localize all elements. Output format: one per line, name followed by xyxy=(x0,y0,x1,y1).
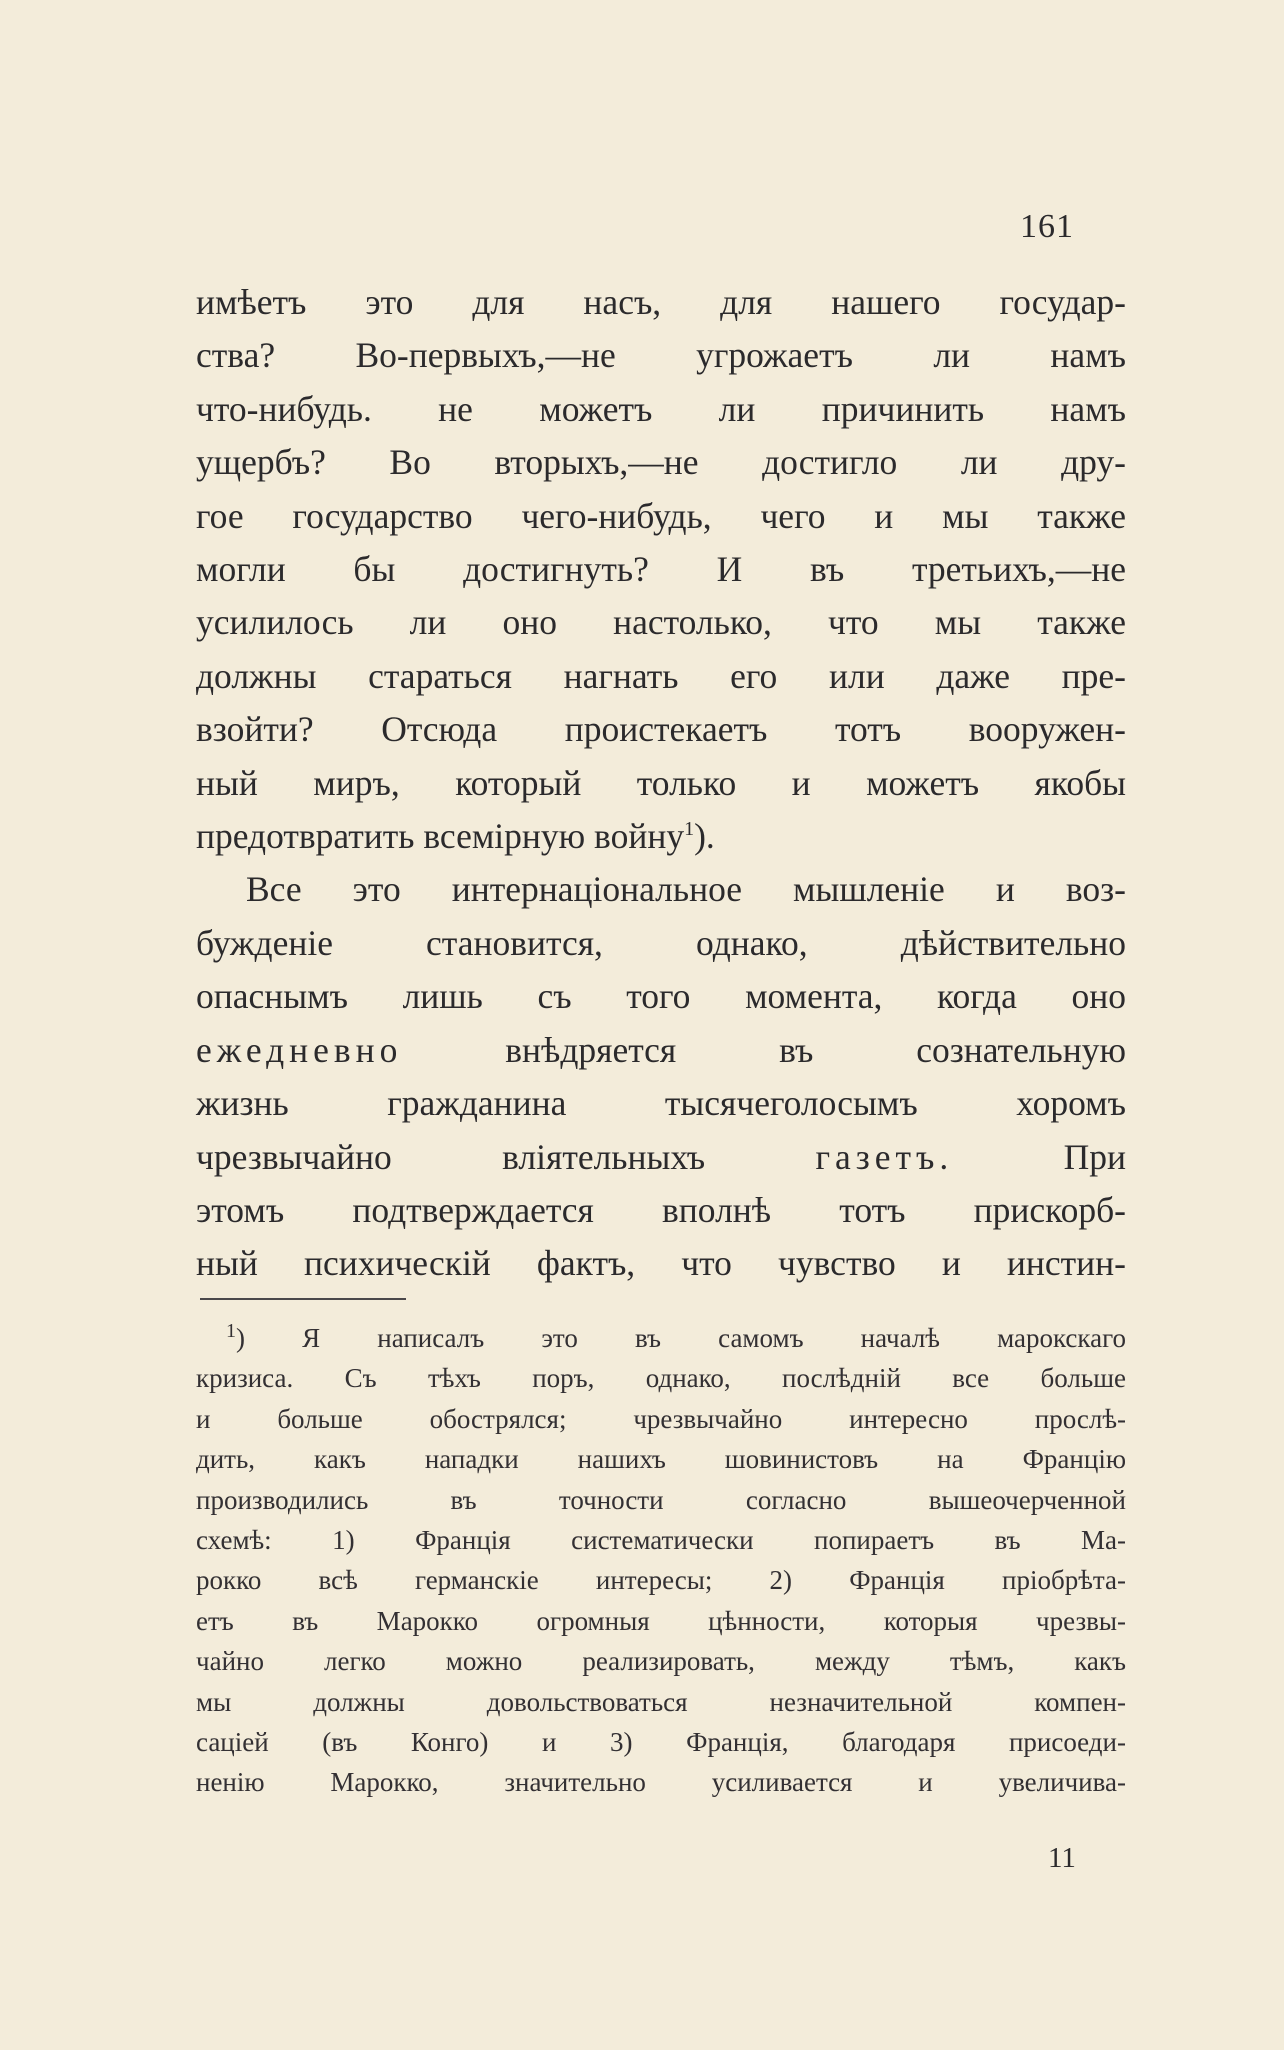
main-text xyxy=(196,276,1126,1291)
emphasized-word: ежедневно xyxy=(196,1029,403,1070)
text-segment: ). xyxy=(694,816,715,857)
footnote xyxy=(196,1318,1126,1803)
footnote-line: саціей (въ Конго) и 3) Франція, благодаря присоеди- xyxy=(196,1727,1126,1758)
text-line: ный миръ, который только и можетъ якобы xyxy=(196,762,1126,803)
text-line-paragraph-start: Все это интернаціональное мышленіе и воз- xyxy=(246,869,1126,910)
text-line: что-нибудь. не можетъ ли причинить намъ xyxy=(196,388,1126,429)
text-segment: При xyxy=(1063,1136,1126,1177)
text-segment: ) Я написалъ это въ самомъ началѣ марокскаго xyxy=(236,1323,1126,1353)
text-line: ства? Во-первыхъ,—не угрожаетъ ли намъ xyxy=(196,335,1126,376)
footnote-line: и больше обострялся; чрезвычайно интересно прослѣ- xyxy=(196,1403,1126,1434)
text-line: этомъ подтверждается вполнѣ тотъ прискорб- xyxy=(196,1189,1126,1230)
text-line: опаснымъ лишь съ того момента, когда оно xyxy=(196,976,1126,1017)
text-line: бужденіе становится, однако, дѣйствительно xyxy=(196,922,1126,963)
footnote-line: мы должны довольствоваться незначительной компен- xyxy=(196,1686,1126,1717)
text-line: ущербъ? Во вторыхъ,—не достигло ли дру- xyxy=(196,442,1126,483)
text-line: взойти? Отсюда проистекаетъ тотъ вооружен- xyxy=(196,709,1126,750)
text-line xyxy=(196,1024,1126,1077)
footnote-line: кризиса. Съ тѣхъ поръ, однако, послѣдній все больше xyxy=(196,1363,1126,1394)
text-line: могли бы достигнуть? И въ третьихъ,—не xyxy=(196,549,1126,590)
footnote-line: дить, какъ нападки нашихъ шовинистовъ на Францію xyxy=(196,1444,1126,1475)
signature-mark: 11 xyxy=(1048,1842,1076,1874)
footnote-marker: 1 xyxy=(226,1320,236,1342)
page-number: 161 xyxy=(1020,208,1074,245)
footnote-line: етъ въ Марокко огромныя цѣнности, которыя чрезвы- xyxy=(196,1605,1126,1636)
emphasized-word: газетъ. xyxy=(815,1136,954,1177)
footnote-line: чайно легко можно реализировать, между тѣмъ, какъ xyxy=(196,1646,1126,1677)
text-line: жизнь гражданина тысячеголосымъ хоромъ xyxy=(196,1083,1126,1124)
text-line xyxy=(196,1131,1126,1184)
text-line-paragraph-end xyxy=(196,810,1126,863)
text-line: должны стараться нагнать его или даже пре- xyxy=(196,655,1126,696)
footnote-reference: 1 xyxy=(684,818,695,841)
footnote-line: схемѣ: 1) Францiя систематически попираетъ въ Ма- xyxy=(196,1525,1126,1556)
footnote-divider xyxy=(200,1298,406,1300)
footnote-line: рокко всѣ германскіе интересы; 2) Франція пріобрѣта- xyxy=(196,1565,1126,1596)
text-line: ный психическій фактъ, что чувство и инстин- xyxy=(196,1243,1126,1284)
text-line: усилилось ли оно настолько, что мы также xyxy=(196,602,1126,643)
text-segment: предотвратить всемірную войну xyxy=(196,816,685,857)
text-line: гое государство чего-нибудь, чего и мы также xyxy=(196,495,1126,536)
text-line: имѣетъ это для насъ, для нашего государ- xyxy=(196,282,1126,322)
footnote-line: ненію Марокко, значительно усиливается и увеличива- xyxy=(196,1767,1126,1798)
text-segment: внѣдряется въ сознательную xyxy=(505,1029,1127,1070)
footnote-line: производились въ точности согласно вышеочерченной xyxy=(196,1484,1126,1515)
text-segment: чрезвычайно вліятельныхъ xyxy=(196,1136,706,1177)
footnote-line xyxy=(196,1318,1126,1358)
